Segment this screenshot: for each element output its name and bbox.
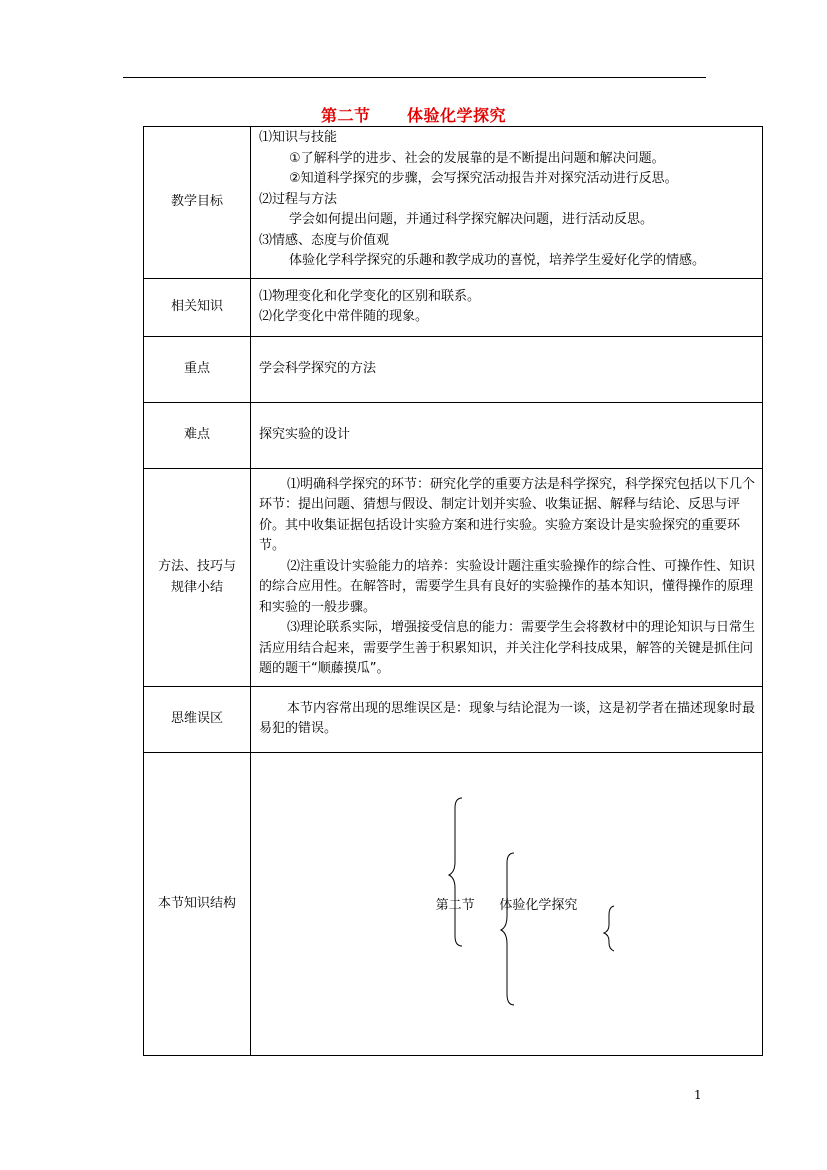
label-methods-line2: 规律小结 (170, 579, 223, 595)
header-rule (123, 77, 706, 78)
brace-middle (501, 853, 514, 1005)
goal-item-4: 体验化学科学探究的乐趣和教学成功的喜悦，培养学生爱好化学的情感。 (289, 253, 706, 268)
label-methods-line1: 方法、技巧与 (157, 559, 236, 574)
page-title: 第二节 体验化学探究 (321, 106, 506, 125)
row-key-point (144, 337, 763, 403)
brace-left (449, 798, 462, 946)
goal-item-2: ②知道科学探究的步骤，会写探究活动报告并对探究活动进行反思。 (289, 171, 678, 186)
goal-heading-3: ⑶情感、态度与价值观 (259, 232, 390, 248)
related-item-2: ⑵化学变化中常伴随的现象。 (259, 309, 429, 324)
page-number: 1 (694, 1088, 702, 1102)
row-related-knowledge (144, 279, 763, 337)
label-methods (144, 469, 251, 687)
label-misconception: 思维误区 (144, 687, 251, 753)
content-methods (251, 469, 763, 687)
content-related-knowledge (251, 279, 763, 337)
goal-item-3: 学会如何提出问题，并通过科学探究解决问题，进行活动反思。 (289, 212, 654, 227)
brace-right (604, 906, 614, 951)
label-difficulty: 难点 (144, 403, 251, 469)
knowledge-structure-braces (250, 780, 762, 1050)
structure-title: 第二节 体验化学探究 (435, 897, 578, 913)
methods-paragraph-2: ⑵注重设计实验能力的培养：实验设计题注重实验操作的综合性、可操作性、知识的综合应用性。在解答时，需要学生具有良好的实验操作的基本知识，懂得操作的原理和实验的一般步骤。 (259, 558, 756, 615)
goal-item-1: ①了解科学的进步、社会的发展靠的是不断提出问题和解决问题。 (289, 150, 665, 166)
goal-heading-1: ⑴知识与技能 (259, 130, 338, 145)
methods-paragraph-3: ⑶理论联系实际，增强接受信息的能力：需要学生会将教材中的理论知识与日常生活应用结合起来，需要学生善于积累知识，并关注化学科技成果，解答的关键是抓住问题的题干“顺藤摸瓜”。 (259, 620, 756, 676)
label-key-point: 重点 (144, 337, 251, 403)
label-teaching-goals: 教学目标 (144, 127, 251, 279)
row-difficulty (144, 403, 763, 469)
row-misconception (144, 687, 763, 753)
row-teaching-goals (144, 127, 763, 279)
content-key-point: 学会科学探究的方法 (251, 337, 763, 403)
row-methods (144, 469, 763, 687)
label-knowledge-structure: 本节知识结构 (144, 753, 251, 1056)
content-misconception: 本节内容常出现的思维误区是：现象与结论混为一谈，这是初学者在描述现象时最易犯的错误。 (251, 687, 763, 753)
label-related-knowledge: 相关知识 (144, 279, 251, 337)
methods-paragraph-1: ⑴明确科学探究的环节：研究化学的重要方法是科学探究，科学探究包括以下几个环节：提出问题、猜想与假设、制定计划并实验、收集证据、解释与结论、反思与评价。其中收集证据包括设计实验方案和进行实验。实验方案设计是实验探究的重要环节。 (259, 476, 756, 553)
related-item-1: ⑴物理变化和化学变化的区别和联系。 (259, 288, 481, 304)
goal-heading-2: ⑵过程与方法 (259, 191, 338, 207)
content-difficulty: 探究实验的设计 (251, 403, 763, 469)
content-teaching-goals (251, 127, 763, 279)
